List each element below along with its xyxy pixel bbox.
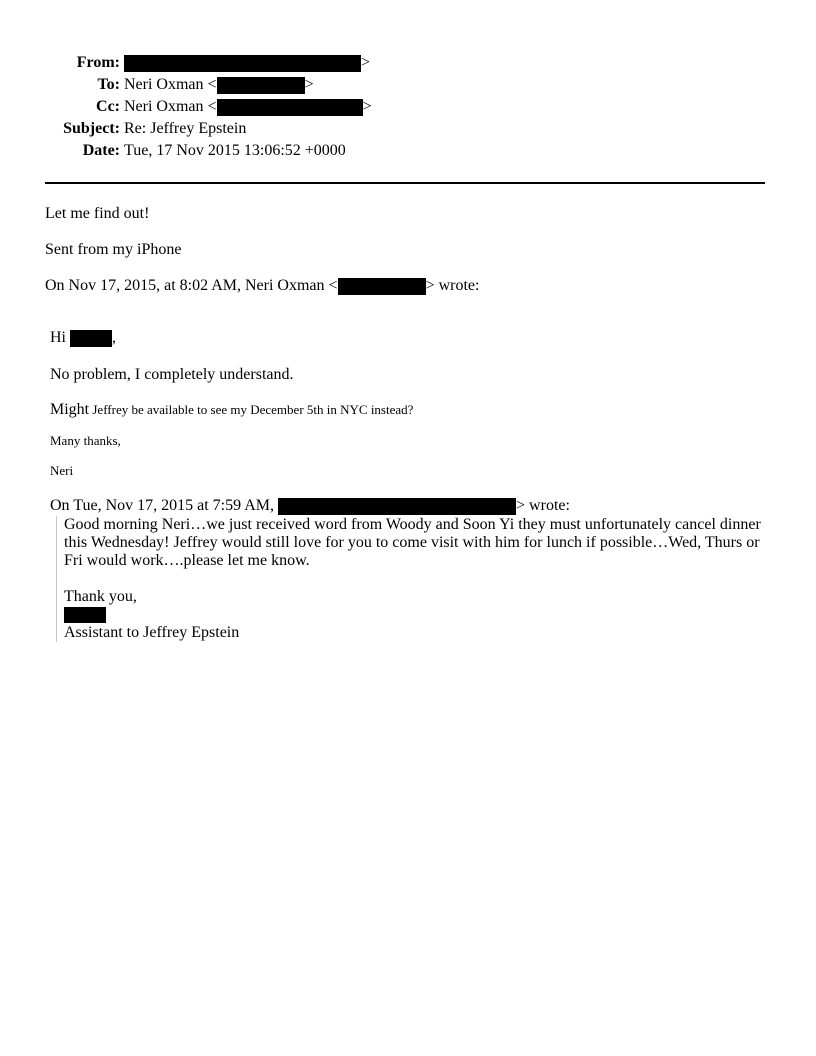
redaction-box [217,77,305,94]
sent-from-line: Sent from my iPhone [45,241,182,258]
reply-attribution: On Nov 17, 2015, at 8:02 AM, Neri Oxman < > wrote: [45,277,480,294]
quoted-line: Good morning Neri…we just received word from Woody and Soon Yi they must unfortunately cancel dinner [64,516,761,533]
quoted-message [56,516,774,642]
cc-name: Neri Oxman < [124,98,217,115]
to-suffix: > [304,76,314,93]
signature-title: Assistant to Jeffrey Epstein [64,624,240,641]
cc-suffix: > [362,98,372,115]
reply-line: Let me find out! [45,205,150,222]
cc-label: Cc: [96,98,120,115]
from-suffix: > [361,54,371,71]
redaction-box [217,99,363,116]
redaction-box [64,607,106,623]
neri-greeting: Hi , [50,329,116,346]
date-value: Tue, 17 Nov 2015 13:06:52 +0000 [124,142,346,159]
from-label: From: [76,54,120,71]
redaction-box [124,55,361,72]
redaction-box [338,278,426,295]
neri-attribution: On Tue, Nov 17, 2015 at 7:59 AM, > wrote: [50,497,570,514]
redaction-box [278,498,516,515]
neri-signoff: Neri [50,463,74,478]
neri-line-1: No problem, I completely understand. [50,366,294,383]
email-header [44,52,372,162]
neri-line-2: Might Jeffrey be available to see my December 5th in NYC instead? [50,401,414,418]
from-row [44,52,372,74]
header-divider [45,182,765,184]
subject-value: Re: Jeffrey Epstein [124,120,247,137]
to-name: Neri Oxman < [124,76,217,93]
quoted-line: Fri would work….please let me know. [64,552,310,569]
cc-row [44,96,372,118]
date-row [44,140,372,162]
quoted-line: this Wednesday! Jeffrey would still love for you to come visit with him for lunch if possible…Wed, Thurs or [64,534,760,551]
date-label: Date: [82,142,120,159]
subject-row [44,118,372,140]
redaction-box [70,330,112,347]
thanks-line: Thank you, [64,588,137,605]
to-label: To: [97,76,120,93]
subject-label: Subject: [63,120,120,137]
neri-line-3: Many thanks, [50,433,121,448]
to-row [44,74,372,96]
